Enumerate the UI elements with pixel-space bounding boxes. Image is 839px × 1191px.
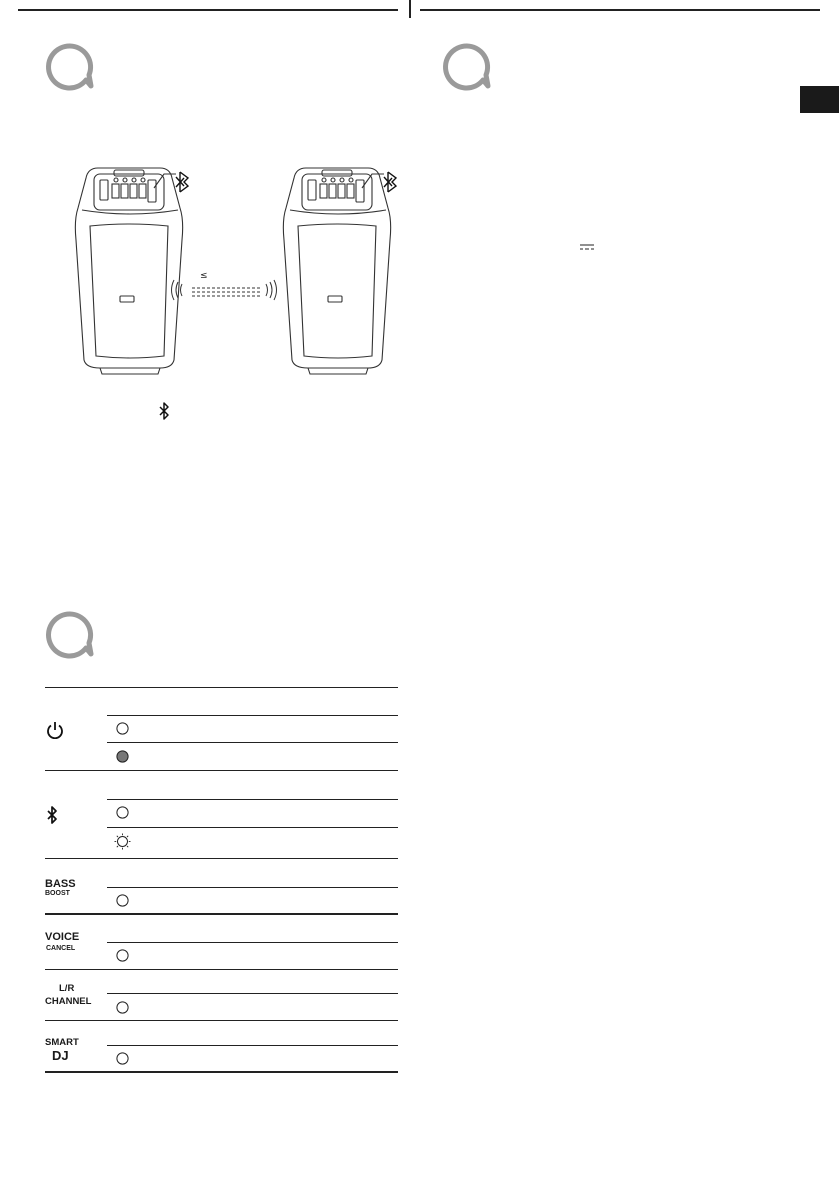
speaker-left (75, 168, 182, 374)
led-flashing-icon (114, 833, 131, 850)
table-rule (107, 799, 398, 800)
smart-dj-sublabel: DJ (52, 1048, 69, 1063)
table-rule (107, 827, 398, 828)
voice-cancel-sublabel: CANCEL (46, 945, 76, 952)
table-rule (45, 913, 398, 915)
speech-bubble-icon (45, 42, 95, 92)
speech-bubble-icon (442, 42, 492, 92)
language-tab (800, 86, 839, 113)
table-rule (45, 858, 398, 859)
table-rule (107, 715, 398, 716)
table-rule (45, 1020, 398, 1021)
lr-channel-label: L/R (59, 983, 75, 994)
led-solid-icon (116, 750, 129, 763)
table-rule (45, 1071, 398, 1073)
led-off-icon (116, 722, 129, 735)
table-rule (107, 993, 398, 994)
dc-current-symbol (580, 244, 594, 250)
speaker-pairing-illustration (60, 160, 410, 380)
table-rule (45, 969, 398, 970)
lr-channel-sublabel: CHANNEL (45, 996, 92, 1007)
distance-symbol: ≤ (200, 271, 208, 281)
led-off-icon (116, 894, 129, 907)
bass-boost-sublabel: BOOST (45, 890, 70, 897)
voice-cancel-label: VOICE (45, 931, 80, 943)
led-off-icon (116, 949, 129, 962)
table-rule (45, 770, 398, 771)
bass-boost-label: BASS (45, 878, 76, 890)
led-off-icon (116, 1052, 129, 1065)
speaker-right (283, 168, 390, 374)
table-rule (107, 942, 398, 943)
header-rule-left (18, 9, 398, 11)
table-rule (107, 887, 398, 888)
column-divider (409, 0, 411, 18)
table-rule (45, 687, 398, 688)
smart-dj-label: SMART (45, 1037, 79, 1048)
speech-bubble-icon (45, 610, 95, 660)
bluetooth-icon (46, 805, 58, 825)
led-off-icon (116, 1001, 129, 1014)
table-rule (107, 1045, 398, 1046)
power-icon (46, 721, 64, 739)
status-table (45, 687, 398, 1077)
led-off-icon (116, 806, 129, 819)
header-rule-right (420, 9, 820, 11)
table-rule (107, 742, 398, 743)
bluetooth-icon (158, 402, 170, 420)
